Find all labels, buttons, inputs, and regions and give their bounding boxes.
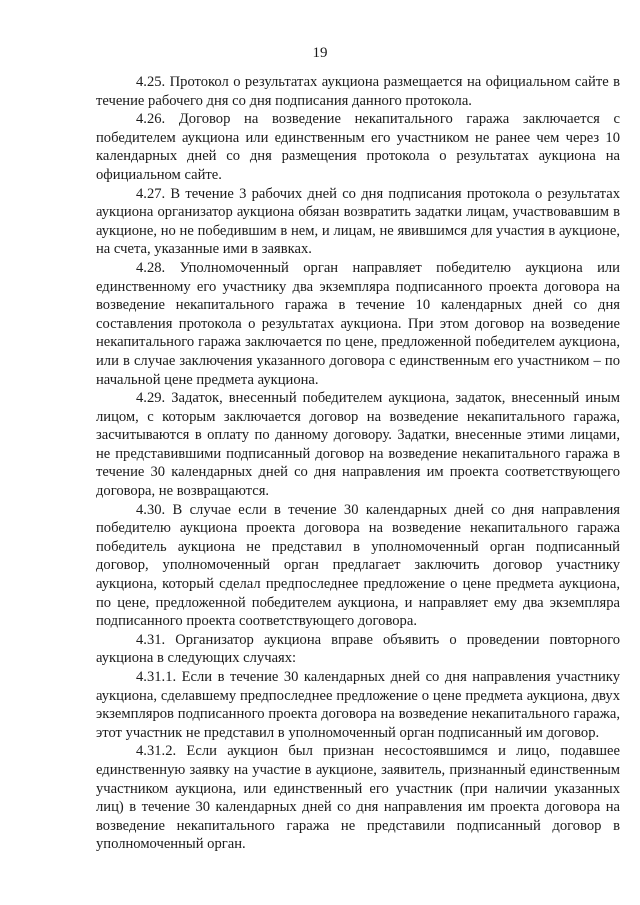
paragraph-4-29: 4.29. Задаток, внесенный победителем аукциона, задаток, внесенный иным лицом, с которым заключается договор на возведение некапитального гаража, засчитываются в оплату по данному договору. Задатки, внесенные этими лицами, не представившими подписанный договор на возведение некапитального гаража в течение 30 календарных дней со дня направления им проекта соответствующего договора, не возвращаются.	[96, 390, 620, 500]
paragraph-4-30: 4.30. В случае если в течение 30 календарных дней со дня направления победителю аукциона проекта договора на возведение некапитального гаража победитель аукциона не представил в уполномоченный орган подписанный договор, уполномоченный орган предлагает заключить договор участнику аукциона, который сделал предпоследнее предложение о цене предмета аукциона, по цене, предложенной победителем аукциона, и направляет ему два экземпляра подписанного проекта соответствующего договора.	[96, 501, 620, 630]
page-number: 19	[312, 45, 328, 61]
paragraph-4-25: 4.25. Протокол о результатах аукциона размещается на официальном сайте в течение рабочего дня со дня подписания данного протокола.	[96, 74, 620, 109]
paragraph-4-26: 4.26. Договор на возведение некапитального гаража заключается с победителем аукциона или единственным его участником не ранее чем через 10 календарных дней со дня размещения протокола о результатах аукциона на официальном сайте.	[96, 111, 620, 183]
paragraph-4-28: 4.28. Уполномоченный орган направляет победителю аукциона или единственному его участнику два экземпляра подписанного проекта договора на возведение некапитального гаража в течение 10 календарных дней со дня составления протокола о результатах аукциона. При этом договор на возведение некапитального гаража заключается по цене, предложенной победителем аукциона, или в случае заключения указанного договора с единственным его участником – по начальной цене предмета аукциона.	[96, 259, 620, 388]
paragraph-4-31-1: 4.31.1. Если в течение 30 календарных дней со дня направления участнику аукциона, сделавшему предпоследнее предложение о цене предмета аукциона, двух экземпляров подписанного проекта договора на возведение некапитального гаража, этот участник не представил в уполномоченный орган подписанный им договор.	[96, 669, 620, 741]
paragraph-4-27: 4.27. В течение 3 рабочих дней со дня подписания протокола о результатах аукциона организатор аукциона обязан возвратить задатки лицам, участвовавшим в аукционе, но не победившим в нем, и лицам, не явившимся для участия в аукционе, на счета, указанные ими в заявках.	[96, 185, 620, 258]
paragraph-4-31: 4.31. Организатор аукциона вправе объявить о проведении повторного аукциона в следующих случаях:	[96, 631, 620, 667]
paragraph-4-31-2: 4.31.2. Если аукцион был признан несостоявшимся и лицо, подавшее единственную заявку на участие в аукционе, заявитель, признанный единственным участником аукциона, или единственный его участник (при наличии указанных лиц) в течение 30 календарных дней со дня направления им проекта договора на возведение некапитального гаража не представили подписанный договор в уполномоченный орган.	[96, 743, 620, 853]
document-body	[96, 73, 620, 854]
